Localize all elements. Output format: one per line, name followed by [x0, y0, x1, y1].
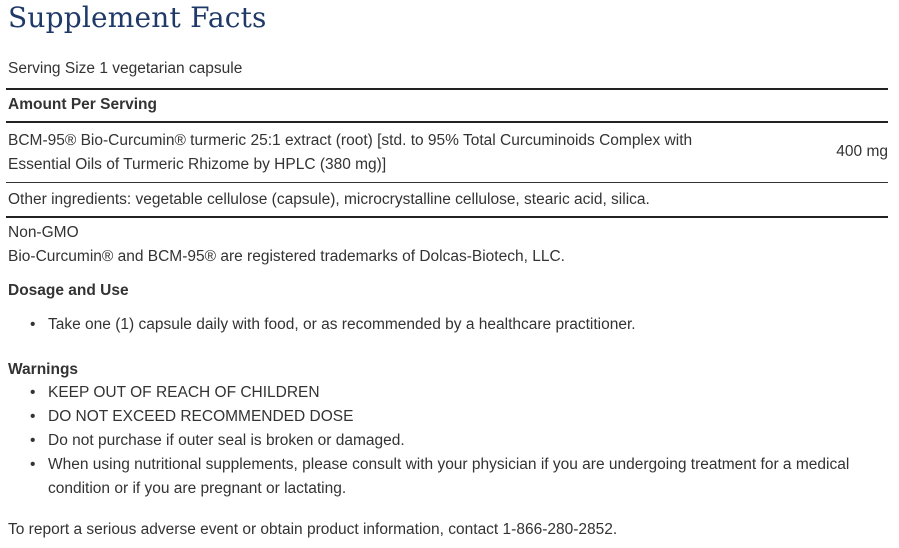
list-item	[28, 429, 888, 453]
ingredient-name-line: BCM-95® Bio-Curcumin® turmeric 25:1 extract (root) [std. to 95% Total Curcuminoids Complex with	[8, 132, 693, 149]
warning-text: KEEP OUT OF REACH OF CHILDREN	[48, 384, 320, 401]
bullet-icon: •	[30, 316, 36, 333]
warning-text: Do not purchase if outer seal is broken or damaged.	[48, 432, 405, 449]
other-ingredients: Other ingredients: vegetable cellulose (capsule), microcrystalline cellulose, stearic acid, silica.	[8, 191, 650, 208]
list-item	[28, 405, 888, 429]
warnings-heading: Warnings	[8, 361, 79, 378]
divider	[6, 88, 888, 90]
list-item	[28, 313, 888, 337]
list-item	[28, 381, 888, 405]
bullet-icon: •	[30, 456, 36, 473]
ingredient-amount: 400 mg	[836, 143, 888, 160]
amount-per-serving-header: Amount Per Serving	[8, 96, 157, 113]
ingredient-row	[8, 129, 888, 177]
ingredient-name	[8, 129, 768, 177]
report-contact: To report a serious adverse event or obtain product information, contact 1-866-280-2852.	[8, 521, 618, 538]
bullet-icon: •	[30, 408, 36, 425]
non-gmo-label: Non-GMO	[8, 224, 79, 241]
trademark-note: Bio-Curcumin® and BCM-95® are registered trademarks of Dolcas-Biotech, LLC.	[8, 248, 565, 265]
list-item	[28, 453, 888, 501]
dosage-list	[28, 313, 888, 337]
dosage-heading: Dosage and Use	[8, 282, 129, 299]
warning-text: When using nutritional supplements, please consult with your physician if you are undergoing treatment for a medical condition or if you are pregnant or lactating.	[48, 456, 850, 497]
page-title: Supplement Facts	[8, 1, 267, 34]
bullet-icon: •	[30, 432, 36, 449]
serving-size: Serving Size 1 vegetarian capsule	[8, 60, 243, 77]
warnings-list	[28, 381, 888, 501]
dosage-text: Take one (1) capsule daily with food, or as recommended by a healthcare practitioner.	[48, 316, 636, 333]
ingredient-name-line: Essential Oils of Turmeric Rhizome by HPLC (380 mg)]	[8, 156, 387, 173]
divider	[6, 216, 888, 218]
divider	[6, 182, 888, 183]
bullet-icon: •	[30, 384, 36, 401]
divider	[6, 121, 888, 123]
warning-text: DO NOT EXCEED RECOMMENDED DOSE	[48, 408, 354, 425]
